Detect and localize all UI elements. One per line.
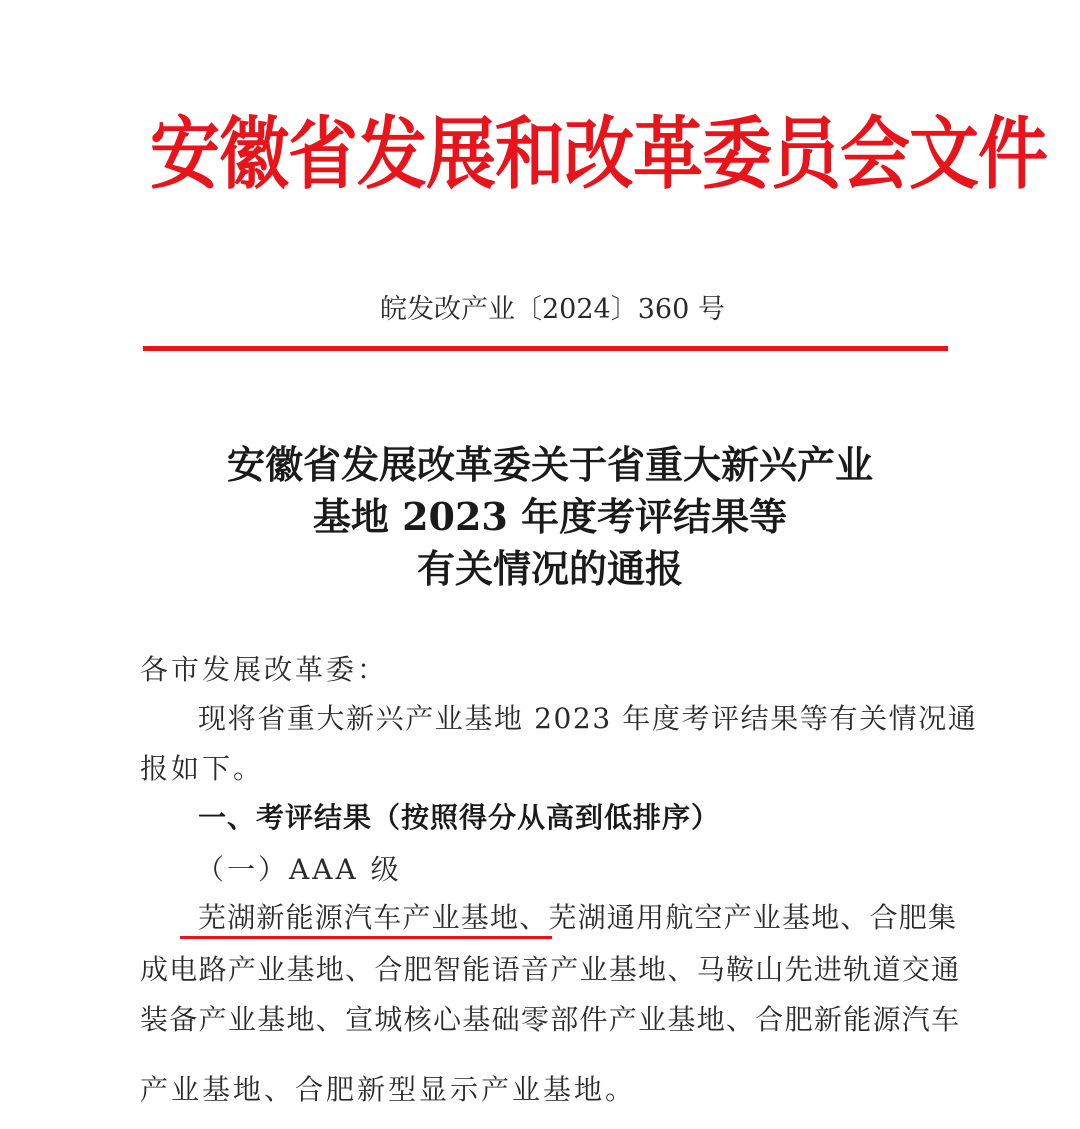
document-header-title: 安徽省发展和改革委员会文件 (150, 108, 1047, 200)
notice-title-line-2: 基地 2023 年度考评结果等 (312, 494, 788, 539)
aaa-line-1: 芜湖新能源汽车产业基地、芜湖通用航空产业基地、合肥集 (198, 901, 958, 934)
aaa-line-2: 成电路产业基地、合肥智能语音产业基地、马鞍山先进轨道交通 (140, 953, 961, 986)
salutation: 各市发展改革委： (140, 653, 389, 686)
intro-line-2: 报如下。 (140, 752, 265, 785)
notice-title-line-3: 有关情况的通报 (416, 546, 683, 591)
aaa-line-4: 产业基地、合肥新型显示产业基地。 (140, 1073, 637, 1106)
subsection-heading: （一）AAA 级 (196, 853, 402, 886)
section-heading: 一、考评结果（按照得分从高到低排序） (198, 801, 721, 834)
header-divider (143, 346, 948, 351)
notice-title-line-1: 安徽省发展改革委关于省重大新兴产业 (226, 442, 873, 487)
aaa-line-3: 装备产业基地、宣城核心基础零部件产业基地、合肥新能源汽车 (140, 1003, 961, 1036)
document-number: 皖发改产业〔2024〕360 号 (380, 294, 725, 325)
intro-line-1: 现将省重大新兴产业基地 2023 年度考评结果等有关情况通 (198, 702, 978, 735)
highlight-underline (180, 936, 552, 939)
